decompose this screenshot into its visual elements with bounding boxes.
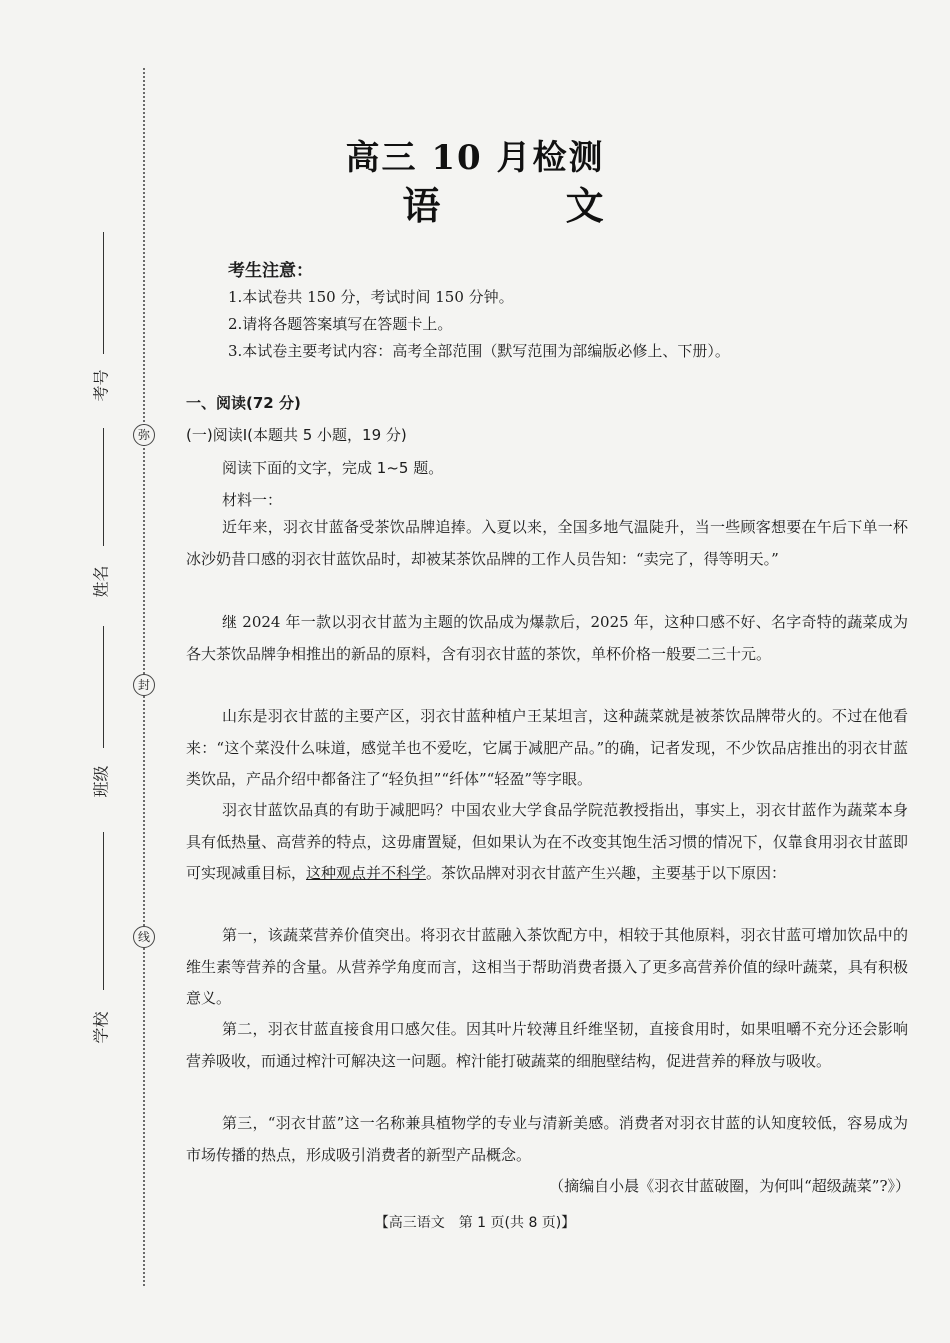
- reading-instruction: 阅读下面的文字，完成 1~5 题。: [222, 459, 444, 477]
- subject-title: 语 文: [402, 183, 660, 228]
- body-paragraph: 继 2024 年一款以羽衣甘蓝为主题的饮品成为爆款后，2025 年，这种口感不好、名字奇特的蔬菜成为各大茶饮品牌争相推出的新品的原料，含有羽衣甘蓝的茶饮，单杯价格一般要二三十元。: [186, 613, 908, 663]
- class-line[interactable]: [103, 626, 104, 748]
- seal-mark-xian: 线: [133, 926, 155, 948]
- name-line[interactable]: [103, 428, 104, 546]
- body-paragraph: 第一，该蔬菜营养价值突出。将羽衣甘蓝融入茶饮配方中，相较于其他原料，羽衣甘蓝可增加饮品中的维生素等营养的含量。从营养学角度而言，这相当于帮助消费者摄入了更多高营养价值的绿叶蔬菜，具有积极意义。: [186, 926, 908, 1007]
- notice-item: 2.请将各题答案填写在答题卡上。: [228, 315, 453, 333]
- school-line[interactable]: [103, 832, 104, 990]
- notice-item: 1.本试卷共 150 分，考试时间 150 分钟。: [228, 288, 514, 306]
- body-paragraph: 第三，“羽衣甘蓝”这一名称兼具植物学的专业与清新美感。消费者对羽衣甘蓝的认知度较低，容易成为市场传播的热点，形成吸引消费者的新型产品概念。: [186, 1114, 908, 1164]
- body-paragraph: 山东是羽衣甘蓝的主要产区，羽衣甘蓝种植户王某坦言，这种蔬菜就是被茶饮品牌带火的。不过在他看来：“这个菜没什么味道，感觉羊也不爱吃，它属于减肥产品。”的确，记者发现，不少饮品店推出的羽衣甘蓝类饮品，产品介绍中都备注了“轻负担”“纤体”“轻盈”等字眼。: [186, 707, 908, 788]
- notice-item: 3.本试卷主要考试内容：高考全部范围（默写范围为部编版必修上、下册）。: [228, 342, 730, 360]
- class-label: 班级: [91, 765, 111, 798]
- exam-title: 高三 10 月检测: [345, 138, 605, 178]
- material-label: 材料一：: [222, 491, 283, 509]
- name-label: 姓名: [91, 565, 111, 598]
- source-citation: （摘编自小晨《羽衣甘蓝破圈，为何叫“超级蔬菜”?》）: [549, 1177, 910, 1195]
- seal-mark-feng: 封: [133, 674, 155, 696]
- body-paragraph: [186, 795, 908, 890]
- section-heading: 一、阅读(72 分): [186, 394, 301, 412]
- exam-number-line[interactable]: [103, 232, 104, 354]
- body-paragraph: 近年来，羽衣甘蓝备受茶饮品牌追捧。入夏以来，全国多地气温陡升，当一些顾客想要在午后下单一杯冰沙奶昔口感的羽衣甘蓝饮品时，却被某茶饮品牌的工作人员告知：“卖完了，得等明天。”: [186, 518, 908, 568]
- body-paragraph: 第二，羽衣甘蓝直接食用口感欠佳。因其叶片较薄且纤维坚韧，直接食用时，如果咀嚼不充分还会影响营养吸收，而通过榨汁可解决这一问题。榨汁能打破蔬菜的细胞壁结构，促进营养的释放与吸收。: [186, 1020, 908, 1070]
- school-label: 学校: [91, 1011, 111, 1044]
- paragraph-text: 。茶饮品牌对羽衣甘蓝产生兴趣，主要基于以下原因：: [426, 864, 787, 882]
- notice-heading: 考生注意：: [228, 261, 313, 281]
- subsection-heading: (一)阅读Ⅰ(本题共 5 小题，19 分): [186, 426, 407, 444]
- paragraph-text: 羽衣甘蓝饮品真的有助于减肥吗？中国农业大学食品学院范教授指出，事实上，羽衣甘蓝作为蔬菜本身具有低热量、高营养的特点，这毋庸置疑，但如果认为在不改变其饱生活习惯的情况下，仅靠食用羽衣甘蓝即可实现减重目标，: [186, 801, 908, 882]
- page-footer: 【高三语文 第 1 页(共 8 页)】: [374, 1215, 576, 1231]
- underlined-statement: 这种观点并不科学: [306, 864, 427, 882]
- seal-mark-mi: 弥: [133, 424, 155, 446]
- exam-number-label: 考号: [91, 369, 111, 402]
